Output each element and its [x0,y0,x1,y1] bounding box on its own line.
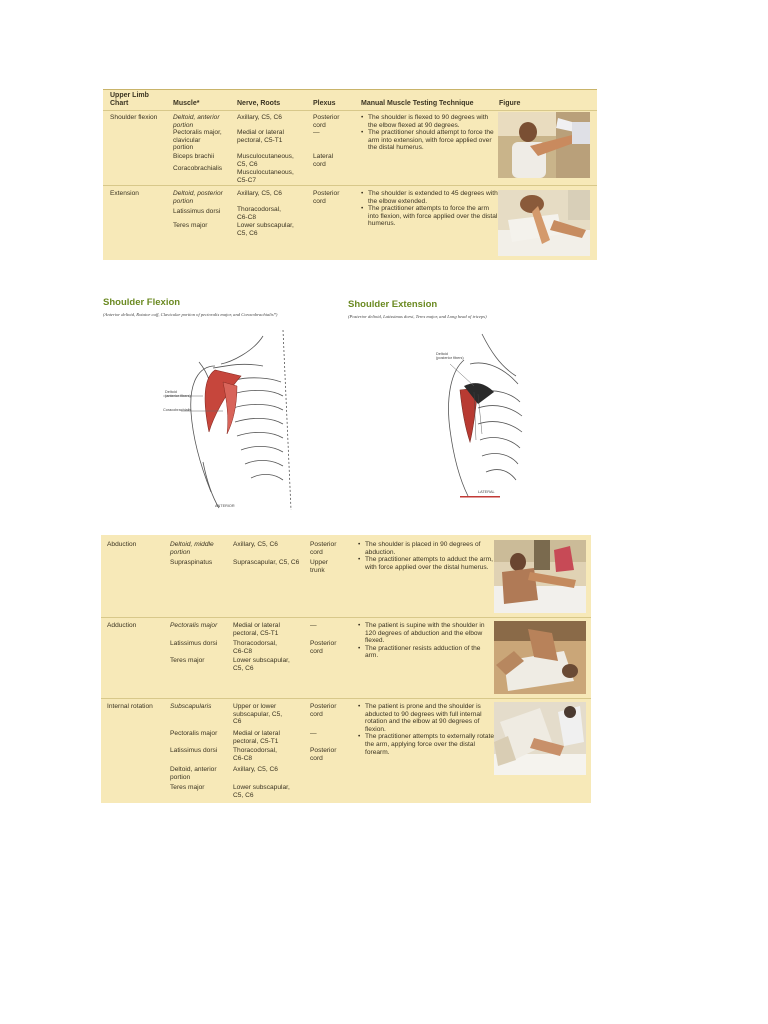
muscle-name: Teres major [170,784,205,791]
nerve-root: Upper or lower subscapular, C5, C6 [233,703,283,726]
muscle-name: Deltoid, anterior portion [173,114,220,129]
nerve-root: Lower subscapular, C5, C6 [237,222,294,237]
motion-label: Extension [110,190,139,197]
header-muscle: Muscle* [173,100,200,107]
muscle-name: Latissimus dorsi [170,640,218,647]
top-table-top-rule [103,89,597,90]
diagram-caption: LATERAL [478,490,495,494]
motion-label: Abduction [107,541,137,548]
muscle-name: Deltoid, middle portion [170,541,214,556]
technique-list [358,703,495,756]
muscle-name: Latissimus dorsi [170,747,218,754]
muscle-name: Deltoid, posterior portion [173,190,223,205]
extension-test-photo [498,190,590,256]
technique-step: • The patient is supine with the shoulder in 120 degrees of abduction and the elbow flexed. [365,622,495,645]
technique-step: • The shoulder is extended to 45 degrees with the elbow extended. [368,190,498,205]
flexion-test-photo [498,112,590,178]
technique-list [361,190,498,228]
technique-step: • The practitioner attempts to force the arm into flexion, with force applied over the distal humerus. [368,205,498,228]
nerve-root: Musculocutaneous, C5-C7 [237,169,294,184]
motion-label: Internal rotation [107,703,153,710]
plexus-value: Lateral cord [313,153,334,168]
plexus-value: — [313,129,320,136]
muscle-name: Supraspinatus [170,559,213,566]
muscle-name: Subscapularis [170,703,212,710]
nerve-root: Thoracodorsal, C6-C8 [233,747,277,762]
diagram-label: Coracobrachialis [163,408,192,412]
muscle-name: Deltoid, anterior portion [170,766,217,781]
motion-label: Adduction [107,622,137,629]
header-nerve: Nerve, Roots [237,100,281,107]
plexus-value: Posterior cord [310,703,337,718]
adduction-test-photo [494,621,586,694]
nerve-root: Thoracodorsal, C6-C8 [237,206,281,221]
nerve-root: Thoracodorsal, C6-C8 [233,640,277,655]
plexus-value: — [310,730,317,737]
row-rule [103,185,597,186]
muscle-name: Teres major [173,222,208,229]
shoulder-flexion-diagram [103,322,325,510]
technique-step: • The practitioner should attempt to force the arm into extension, with force applied over the distal humerus. [368,129,498,152]
technique-list [361,114,498,152]
plexus-value: Posterior cord [310,640,337,655]
technique-list [358,541,495,571]
nerve-root: Lower subscapular, C5, C6 [233,657,290,672]
plexus-value: Upper trunk [310,559,328,574]
muscle-name: Latissimus dorsi [173,208,221,215]
diagram-caption: ANTERIOR [215,504,235,508]
plexus-value: — [310,622,317,629]
plexus-value: Posterior cord [313,114,340,129]
plexus-value: Posterior cord [310,541,337,556]
header-chart: Upper Limb Chart [110,92,149,107]
diagram-label: Deltoid (posterior fibers) [436,352,464,361]
extension-diagram-subtitle: (Posterior deltoid, Latissimus dorsi, Teres major, and Long head of triceps) [348,314,487,319]
motion-label: Shoulder flexion [110,114,158,121]
nerve-root: Axillary, C5, C6 [233,541,278,548]
technique-step: • The practitioner attempts to adduct the arm, with force applied over the distal humerus. [365,556,495,571]
nerve-root: Lower subscapular, C5, C6 [233,784,290,799]
nerve-root: Axillary, C5, C6 [237,114,282,121]
header-plexus: Plexus [313,100,336,107]
nerve-root: Axillary, C5, C6 [237,190,282,197]
diagram-label: Deltoid (anterior fibers) [165,390,191,399]
row-rule [101,617,591,618]
header-figure: Figure [499,100,521,107]
nerve-root: Axillary, C5, C6 [233,766,278,773]
shoulder-extension-diagram [420,330,530,502]
header-technique: Manual Muscle Testing Technique [361,100,474,107]
flexion-diagram-subtitle: (Anterior deltoid, Rotator cuff, Clavicular portion of pectoralis major, and Coracobrachialis*) [103,312,278,317]
technique-step: • The patient is prone and the shoulder is abducted to 90 degrees with full internal rotation and the elbow at 90 degrees of flexion. [365,703,495,733]
row-rule [101,698,591,699]
technique-step: • The practitioner attempts to externally rotate the arm, applying force over the distal forearm. [365,733,495,756]
muscle-name: Pectoralis major [170,622,218,629]
plexus-value: Posterior cord [310,747,337,762]
flexion-diagram-title: Shoulder Flexion [103,297,181,308]
internal-rotation-test-photo [494,702,586,775]
abduction-test-photo [494,540,586,613]
muscle-name: Pectoralis major, clavicular portion [173,129,222,152]
technique-step: • The practitioner resists adduction of the arm. [365,645,495,660]
muscle-name: Coracobrachialis [173,165,223,172]
technique-step: • The shoulder is placed in 90 degrees of abduction. [365,541,495,556]
nerve-root: Medial or lateral pectoral, C5-T1 [233,622,280,637]
muscle-name: Biceps brachii [173,153,215,160]
muscle-name: Teres major [170,657,205,664]
nerve-root: Suprascapular, C5, C6 [233,559,300,566]
technique-list [358,622,495,660]
nerve-root: Medial or lateral pectoral, C5-T1 [233,730,280,745]
muscle-name: Pectoralis major [170,730,218,737]
extension-diagram-title: Shoulder Extension [348,299,438,310]
header-rule [103,110,597,111]
plexus-value: Posterior cord [313,190,340,205]
nerve-root: Musculocutaneous, C5, C6 [237,153,294,168]
technique-step: • The shoulder is flexed to 90 degrees with the elbow flexed at 90 degrees. [368,114,498,129]
nerve-root: Medial or lateral pectoral, C5-T1 [237,129,284,144]
